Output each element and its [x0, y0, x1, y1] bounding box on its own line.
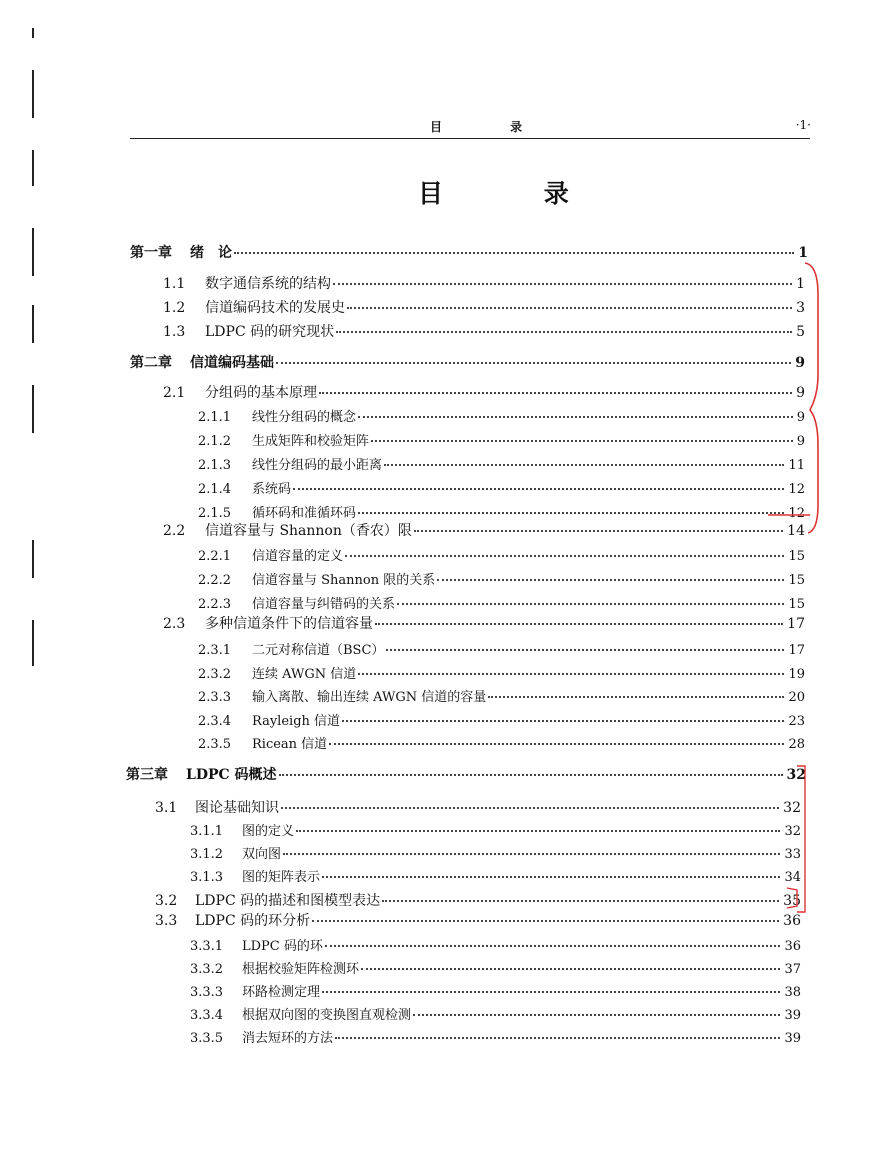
scan-mark [32, 70, 34, 118]
toc-entry-label: 数字通信系统的结构 [205, 276, 331, 292]
dot-leader [296, 830, 780, 832]
toc-entry-page: 12 [788, 482, 805, 497]
toc-entry-page: 17 [787, 616, 805, 632]
toc-entry-number: 2.1.2 [198, 434, 232, 449]
dot-leader [488, 696, 784, 698]
toc-entry-number: 2.2.2 [198, 573, 232, 588]
toc-entry-label: 二元对称信道（BSC） [252, 643, 385, 658]
toc-entry-number: 2.3.5 [198, 737, 232, 752]
toc-entry-number: 3.3.3 [190, 985, 224, 1000]
toc-entry-number: 2.1 [163, 385, 186, 401]
toc-entry-page: 39 [784, 1008, 801, 1023]
dot-leader [345, 555, 784, 557]
toc-entry-number: 3.3.4 [190, 1008, 224, 1023]
dot-leader [283, 853, 780, 855]
toc-entry-page: 36 [784, 939, 801, 954]
toc-entry-label: 连续 AWGN 信道 [252, 667, 357, 682]
toc-entry-page: 34 [784, 870, 801, 885]
toc-entry-label: 双向图 [242, 847, 282, 862]
dot-leader [375, 623, 783, 625]
toc-entry-number: 第二章 [130, 355, 172, 371]
toc-entry [190, 958, 801, 977]
toc-entry-page: 12 [788, 506, 805, 521]
toc-entry-label: 循环码和准循环码 [252, 506, 357, 521]
dot-leader [413, 1014, 780, 1016]
dot-leader [371, 440, 793, 442]
dot-leader [414, 530, 783, 532]
scan-mark [32, 228, 34, 276]
toc-entry-number: 第一章 [130, 245, 172, 261]
toc-entry-page: 32 [783, 800, 801, 816]
toc-entry-page: 15 [788, 573, 805, 588]
toc-entry-number: 2.1.5 [198, 506, 232, 521]
toc-entry-label: 绪 论 [190, 245, 232, 261]
toc-entry [190, 1004, 801, 1023]
toc-entry-label: 生成矩阵和校验矩阵 [252, 434, 370, 449]
toc-entry [163, 273, 805, 293]
toc-entry-number: 2.2.3 [198, 597, 232, 612]
toc-entry-number: 3.3.2 [190, 962, 224, 977]
dot-leader [319, 392, 792, 394]
toc-entry-number: 1.1 [163, 276, 186, 292]
toc-entry-page: 14 [787, 523, 805, 539]
dot-leader [281, 807, 779, 809]
toc-entry [198, 454, 805, 473]
toc-entry [198, 406, 805, 425]
dot-leader [333, 283, 792, 285]
dot-leader [437, 579, 784, 581]
toc-entry-label: LDPC 码的环 [242, 939, 323, 954]
toc-entry-label: 根据校验矩阵检测环 [242, 962, 360, 977]
toc-entry [126, 764, 806, 784]
toc-entry [190, 820, 801, 839]
toc-entry-page: 9 [796, 410, 805, 425]
toc-entry [198, 569, 805, 588]
toc-entry-label: 信道编码技术的发展史 [205, 300, 345, 316]
toc-entry-label: 图的矩阵表示 [242, 870, 321, 885]
dot-leader [382, 900, 779, 902]
toc-entry-label: 多种信道条件下的信道容量 [205, 616, 373, 632]
toc-entry-label: 信道容量与 Shannon 限的关系 [252, 573, 436, 588]
toc-entry [163, 613, 805, 633]
dot-leader [276, 362, 791, 364]
toc-entry-label: 根据双向图的变换图直观检测 [242, 1008, 412, 1023]
toc-entry [163, 297, 805, 317]
dot-leader [342, 720, 784, 722]
running-header-page: ·1· [795, 118, 811, 132]
toc-entry [163, 321, 805, 341]
toc-entry-label: LDPC 码的研究现状 [205, 324, 335, 340]
toc-entry-number: 3.2 [155, 893, 178, 909]
scan-mark [32, 305, 34, 343]
toc-entry-label: 信道容量的定义 [252, 549, 344, 564]
toc-entry-page: 17 [788, 643, 805, 658]
toc-entry-label: 系统码 [252, 482, 292, 497]
toc-entry [155, 890, 801, 910]
toc-entry-label: LDPC 码概述 [186, 767, 277, 783]
toc-entry [190, 1027, 801, 1046]
toc-entry-number: 2.3.1 [198, 643, 232, 658]
toc-entry-page: 33 [784, 847, 801, 862]
toc-entry [163, 382, 805, 402]
toc-entry [190, 866, 801, 885]
dot-leader [358, 416, 793, 418]
dot-leader [234, 252, 794, 254]
toc-entry-page: 32 [786, 767, 806, 783]
toc-entry-number: 3.1.3 [190, 870, 224, 885]
toc-entry-label: LDPC 码的环分析 [195, 913, 311, 929]
dot-leader [322, 991, 780, 993]
dot-leader [329, 743, 784, 745]
dot-leader [336, 331, 792, 333]
toc-entry [198, 545, 805, 564]
toc-entry [130, 352, 805, 372]
scan-mark [32, 620, 34, 666]
toc-entry-number: 3.3.1 [190, 939, 224, 954]
toc-entry-page: 23 [788, 714, 805, 729]
dot-leader [358, 673, 784, 675]
toc-entry [163, 520, 805, 540]
header-rule [130, 138, 810, 139]
toc-entry-label: 信道编码基础 [190, 355, 274, 371]
toc-entry-page: 5 [796, 324, 805, 340]
toc-entry-number: 3.1 [155, 800, 178, 816]
toc-entry [198, 733, 805, 752]
scan-mark [32, 150, 34, 186]
running-header-title: 目 录 [430, 120, 555, 134]
toc-entry-page: 9 [796, 434, 805, 449]
toc-entry [198, 639, 805, 658]
toc-entry-page: 32 [784, 824, 801, 839]
toc-entry-page: 20 [788, 690, 805, 705]
dot-leader [384, 464, 784, 466]
toc-entry-page: 37 [784, 962, 801, 977]
toc-entry-number: 2.2.1 [198, 549, 232, 564]
toc-entry [190, 843, 801, 862]
toc-entry [198, 663, 805, 682]
toc-entry-page: 9 [795, 355, 805, 371]
toc-entry [198, 710, 805, 729]
toc-entry-number: 3.3.5 [190, 1031, 224, 1046]
dot-leader [358, 512, 784, 514]
toc-entry-label: 线性分组码的概念 [252, 410, 357, 425]
toc-entry-label: 环路检测定理 [242, 985, 321, 1000]
toc-entry [155, 797, 801, 817]
toc-entry-page: 11 [788, 458, 805, 473]
toc-entry-number: 2.1.4 [198, 482, 232, 497]
toc-entry-number: 2.3.4 [198, 714, 232, 729]
toc-entry-number: 1.2 [163, 300, 186, 316]
toc-entry [198, 502, 805, 521]
toc-entry [190, 935, 801, 954]
dot-leader [322, 876, 780, 878]
toc-entry [155, 910, 801, 930]
toc-entry-number: 2.2 [163, 523, 186, 539]
toc-entry-label: 消去短环的方法 [242, 1031, 334, 1046]
toc-entry-page: 19 [788, 667, 805, 682]
toc-entry-number: 2.3 [163, 616, 186, 632]
scan-mark [32, 28, 34, 38]
toc-entry-page: 38 [784, 985, 801, 1000]
toc-entry-number: 2.1.1 [198, 410, 232, 425]
toc-entry-label: LDPC 码的描述和图模型表达 [195, 893, 381, 909]
dot-leader [397, 603, 784, 605]
toc-entry-number: 1.3 [163, 324, 186, 340]
dot-leader [293, 488, 784, 490]
toc-entry-page: 39 [784, 1031, 801, 1046]
toc-entry [198, 686, 805, 705]
scan-mark [32, 385, 34, 433]
toc-entry [198, 478, 805, 497]
toc-entry-number: 2.1.3 [198, 458, 232, 473]
dot-leader [361, 968, 780, 970]
toc-entry-label: 输入离散、输出连续 AWGN 信道的容量 [252, 690, 487, 705]
toc-entry-page: 15 [788, 549, 805, 564]
toc-entry-label: 信道容量与 Shannon（香农）限 [205, 523, 412, 539]
page-title: 目 录 [418, 179, 615, 208]
toc-entry [198, 430, 805, 449]
toc-entry-number: 3.1.2 [190, 847, 224, 862]
dot-leader [347, 307, 792, 309]
toc-entry-label: 线性分组码的最小距离 [252, 458, 383, 473]
toc-entry-label: 图论基础知识 [195, 800, 279, 816]
toc-entry-page: 9 [796, 385, 805, 401]
toc-entry [190, 981, 801, 1000]
toc-entry-number: 2.3.3 [198, 690, 232, 705]
toc-entry-number: 3.1.1 [190, 824, 224, 839]
toc-entry [198, 593, 805, 612]
dot-leader [335, 1037, 780, 1039]
toc-entry-label: Rayleigh 信道 [252, 714, 341, 729]
toc-entry-page: 1 [796, 276, 805, 292]
toc-entry-page: 28 [788, 737, 805, 752]
dot-leader [325, 945, 781, 947]
toc-entry-page: 3 [796, 300, 805, 316]
toc-entry-page: 35 [783, 893, 801, 909]
toc-entry-page: 15 [788, 597, 805, 612]
toc-entry-label: 图的定义 [242, 824, 295, 839]
scan-mark [32, 540, 34, 578]
toc-entry-number: 3.3 [155, 913, 178, 929]
dot-leader [279, 774, 783, 776]
toc-entry-number: 2.3.2 [198, 667, 232, 682]
toc-entry [130, 242, 808, 262]
toc-entry-number: 第三章 [126, 767, 168, 783]
toc-entry-page: 1 [798, 245, 808, 261]
toc-entry-label: Ricean 信道 [252, 737, 328, 752]
toc-entry-label: 分组码的基本原理 [205, 385, 317, 401]
dot-leader [312, 920, 779, 922]
dot-leader [386, 649, 784, 651]
toc-entry-page: 36 [783, 913, 801, 929]
toc-entry-label: 信道容量与纠错码的关系 [252, 597, 396, 612]
